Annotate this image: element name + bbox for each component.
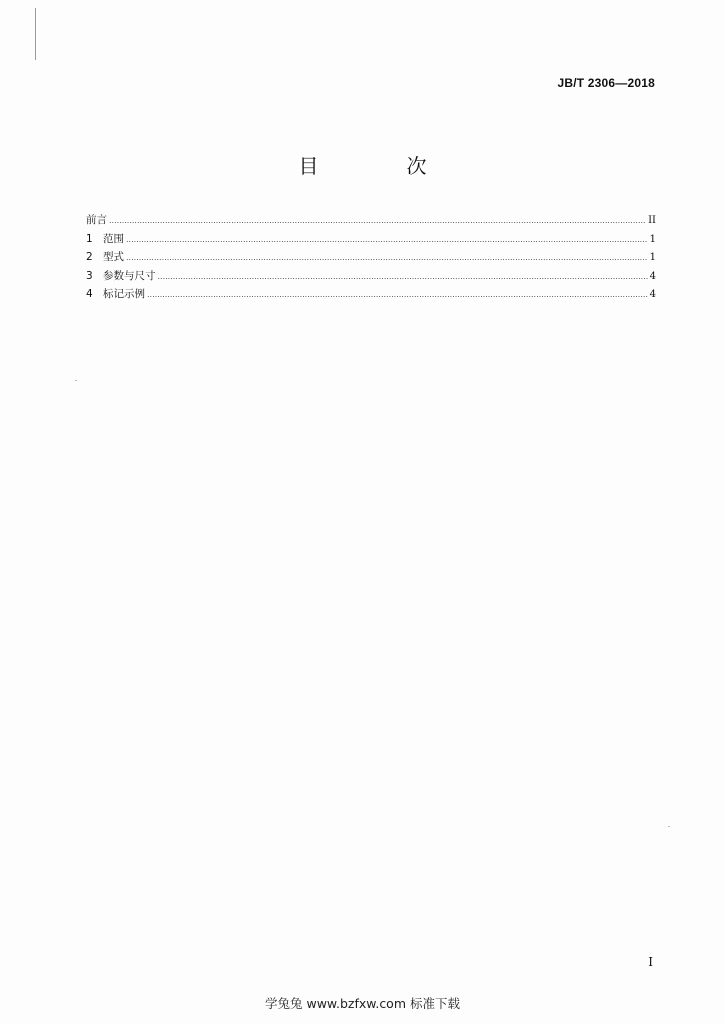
toc-leader-dots [158, 272, 648, 281]
toc-entry-marking[interactable] [86, 286, 656, 305]
table-of-contents [86, 212, 656, 305]
page-number: I [648, 955, 653, 969]
toc-entry-label: 型式 [103, 251, 124, 263]
page-title: 目 次 [298, 154, 461, 178]
toc-entry-page: 4 [649, 270, 656, 282]
toc-entry-label: 标记示例 [103, 288, 145, 300]
toc-entry-scope[interactable] [86, 231, 656, 250]
toc-entry-page: II [648, 215, 656, 226]
toc-entry-page: 4 [649, 289, 656, 300]
toc-entry-number: 3 [86, 269, 93, 282]
toc-entry-page: 1 [649, 233, 656, 245]
toc-leader-dots [126, 235, 648, 244]
toc-leader-dots [147, 290, 648, 299]
toc-leader-dots [109, 216, 646, 225]
scan-edge-line [35, 8, 36, 60]
toc-entry-parameters[interactable] [86, 268, 656, 287]
watermark-text: 学兔兔 www.bzfxw.com 标准下载 [265, 996, 460, 1011]
toc-entry-label: 参数与尺寸 [103, 269, 156, 282]
toc-leader-dots [126, 253, 648, 262]
toc-entry-number: 2 [86, 251, 93, 263]
toc-entry-foreword[interactable] [86, 212, 656, 231]
standard-code: JB/T 2306—2018 [557, 76, 655, 90]
scan-speck [668, 826, 670, 827]
toc-entry-types[interactable] [86, 249, 656, 268]
toc-entry-label: 范围 [103, 232, 124, 245]
toc-entry-label: 前言 [86, 214, 107, 226]
toc-entry-page: 1 [649, 252, 656, 263]
toc-entry-number: 1 [86, 232, 93, 245]
scan-speck [75, 380, 77, 381]
toc-entry-number: 4 [86, 288, 93, 300]
